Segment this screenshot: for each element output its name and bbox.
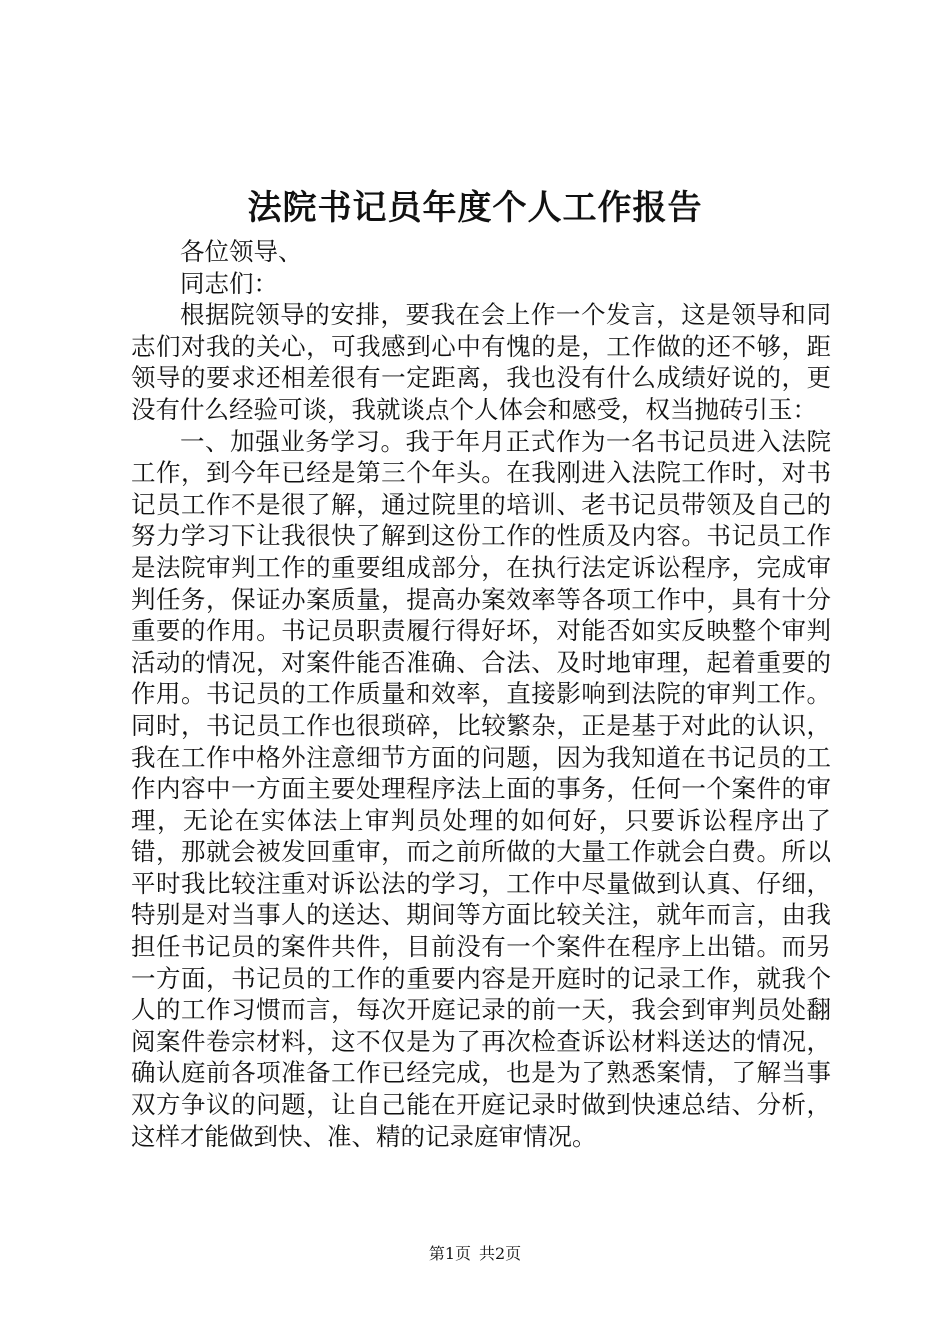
- document-title: 法院书记员年度个人工作报告: [247, 188, 703, 228]
- page-total: 共2页: [479, 1244, 522, 1263]
- body-paragraph: 一、加强业务学习。我于年月正式作为一名书记员进入法院工作，到今年已经是第三个年头。在我刚进入法院工作时，对书记员工作不是很了解，通过院里的培训、老书记员带领及自己的努力学习下让我很快了解到这份工作的性质及内容。书记员工作是法院审判工作的重要组成部分，在执行法定诉讼程序，完成审判任务，保证办案质量，提高办案效率等各项工作中，具有十分重要的作用。书记员职责履行得好坏，对能否如实反映整个审判活动的情况，对案件能否准确、合法、及时地审理，起着重要的作用。书记员的工作质量和效率，直接影响到法院的审判工作。同时，书记员工作也很琐碎，比较繁杂，正是基于对此的认识，我在工作中格外注意细节方面的问题，因为我知道在书记员的工作内容中一方面主要处理程序法上面的事务，任何一个案件的审理，无论在实体法上审判员处理的如何好，只要诉讼程序出了错，那就会被发回重审，而之前所做的大量工作就会白费。所以平时我比较注重对诉讼法的学习，工作中尽量做到认真、仔细，特别是对当事人的送达、期间等方面比较关注，就年而言，由我担任书记员的案件共件，目前没有一个案件在程序上出错。而另一方面，书记员的工作的重要内容是开庭时的记录工作，就我个人的工作习惯而言，每次开庭记录的前一天，我会到审判员处翻阅案件卷宗材料，这不仅是为了再次检查诉讼材料送达的情况，确认庭前各项准备工作已经完成，也是为了熟悉案情，了解当事双方争议的问题，让自己能在开庭记录时做到快速总结、分析，这样才能做到快、准、精的记录庭审情况。: [131, 426, 831, 1151]
- page-number: 第1页: [428, 1244, 471, 1263]
- body-paragraph: 根据院领导的安排，要我在会上作一个发言，这是领导和同志们对我的关心，可我感到心中有愧的是，工作做的还不够，距领导的要求还相差很有一定距离，我也没有什么成绩好说的，更没有什么经验可谈，我就谈点个人体会和感受，权当抛砖引玉：: [131, 300, 831, 424]
- salutation-line: 各位领导、: [180, 237, 303, 266]
- salutation-line: 同志们：: [180, 268, 278, 298]
- document-body: [131, 236, 831, 1152]
- page-footer: [0, 1243, 950, 1265]
